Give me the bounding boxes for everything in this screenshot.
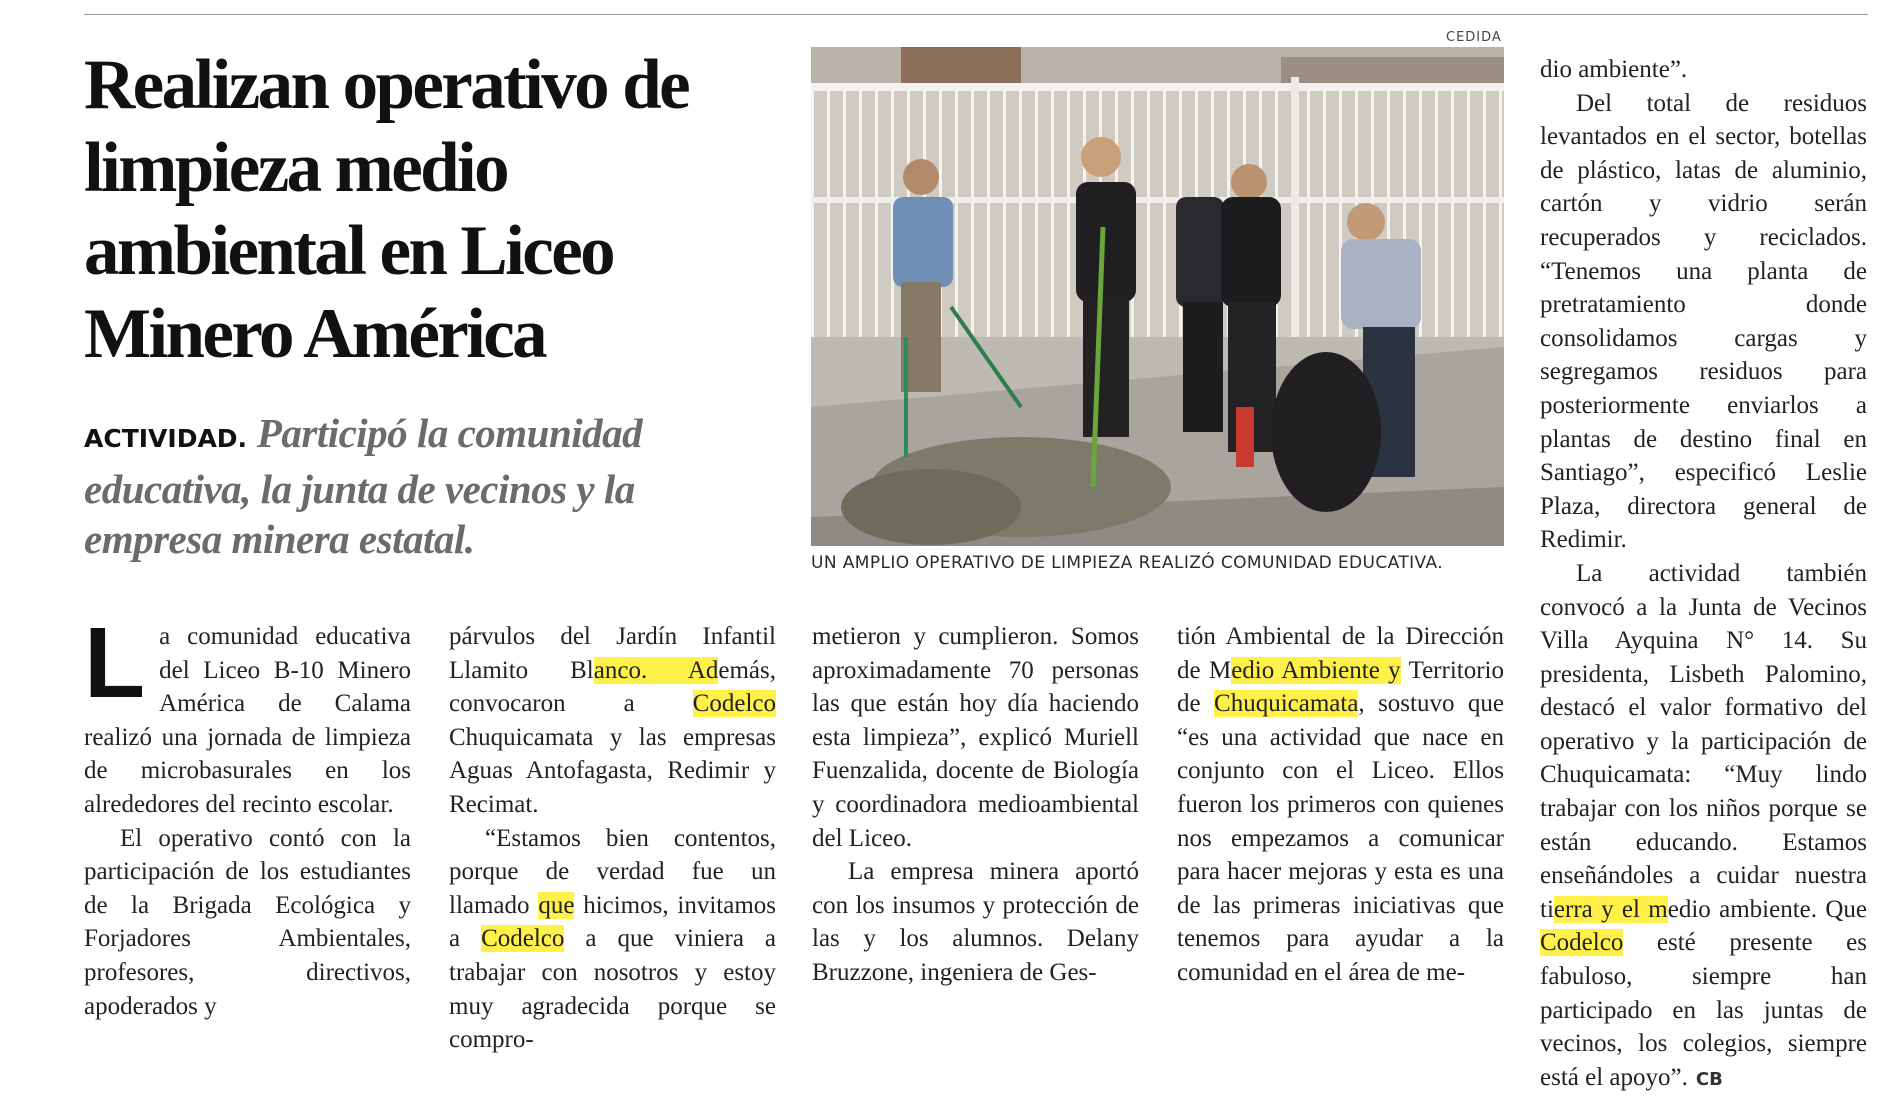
column-1 bbox=[84, 607, 411, 1023]
column-4 bbox=[1177, 620, 1504, 990]
paragraph bbox=[449, 620, 776, 822]
column-2 bbox=[449, 620, 776, 1057]
paragraph bbox=[84, 607, 411, 822]
drop-cap: L bbox=[84, 607, 146, 719]
paragraph: El operativo contó con la participación de los estudiantes de la Brigada Ecológica y Forjadores Ambientales, profesores, directivos, apoderados y bbox=[84, 824, 411, 1020]
paragraph bbox=[1540, 557, 1867, 1096]
deck bbox=[84, 408, 724, 564]
highlighted-text: Chuquicamata bbox=[1214, 690, 1359, 718]
deck-text: Participó la comunidad educativa, la junta de vecinos y la empresa minera estatal. bbox=[84, 410, 643, 562]
highlighted-text: que bbox=[538, 891, 575, 919]
text-run: edio ambiente. Que bbox=[1667, 895, 1867, 923]
headline: Realizan operativo de limpieza medio ambiental en Liceo Minero América bbox=[84, 46, 689, 373]
text-run: emás, convocaron a bbox=[449, 656, 776, 718]
highlighted-text: Codelco bbox=[692, 690, 776, 718]
highlighted-text: anco. Ad bbox=[593, 656, 719, 684]
photo-caption: UN AMPLIO OPERATIVO DE LIMPIEZA REALIZÓ COMUNIDAD EDUCATIVA. bbox=[811, 553, 1444, 573]
text-run: a que viniera a trabajar con nosotros y estoy muy agradecida porque se compro- bbox=[449, 925, 776, 1054]
paragraph: La empresa minera aportó con los insumos y protección de las y los alumnos. Delany Bruzzone, ingeniera de Ges- bbox=[812, 858, 1139, 986]
paragraph: metieron y cumplieron. Somos aproximadamente 70 personas las que están hoy día haciendo esta limpieza”, explicó Muriell Fuenzalida, docente de Biología y coordinadora medioambiental del Liceo. bbox=[812, 623, 1139, 852]
top-rule bbox=[84, 14, 1868, 15]
end-mark: CB bbox=[1695, 1068, 1723, 1090]
text-run: Chuquicamata y las empresas Aguas Antofagasta, Redimir y Recimat. bbox=[449, 723, 776, 818]
highlighted-text: Codelco bbox=[481, 925, 565, 953]
text-run: , sostuvo que “es una actividad que nace en conjunto con el Liceo. Ellos fueron los primeros con quienes nos empezamos a comunicar para hacer mejoras y esta es una de las primeras iniciativas que tenemos para ayudar a la comunidad en el área de me- bbox=[1177, 690, 1504, 986]
column-5 bbox=[1540, 53, 1867, 1096]
highlighted-text: erra y el m bbox=[1553, 895, 1668, 923]
paragraph-text: a comunidad educativa del Liceo B-10 Minero América de Calama realizó una jornada de limpieza de microbasurales en los alrededores del recinto escolar. bbox=[84, 623, 411, 818]
highlighted-text: edio Ambiente y bbox=[1231, 656, 1401, 684]
text-run: “Estamos bien contentos, porque de verdad fue un llamado bbox=[449, 824, 776, 919]
text-run: esté presente es fabuloso, siempre han participado en las juntas de vecinos, los colegios, siempre está el apoyo”. bbox=[1540, 929, 1867, 1091]
column-3 bbox=[812, 620, 1139, 990]
paragraph: Del total de residuos levantados en el sector, botellas de plástico, latas de aluminio, cartón y vidrio serán recuperados y reciclados. “Tenemos una planta de pretratamiento donde consolidamos cargas y segregamos residuos para posteriormente enviarlos a plantas de destino final en Santiago”, especificó Leslie Plaza, directora general de Redimir. bbox=[1540, 89, 1867, 554]
text-run: párvulos del Jardín Infantil Llamito Bl bbox=[449, 623, 776, 684]
paragraph bbox=[449, 822, 776, 1057]
article-photo bbox=[811, 47, 1504, 546]
paragraph bbox=[1177, 620, 1504, 990]
text-run: Territorio de bbox=[1177, 656, 1504, 718]
text-run: hicimos, invitamos a bbox=[449, 891, 776, 953]
kicker: ACTIVIDAD. bbox=[84, 424, 248, 453]
paragraph: dio ambiente”. bbox=[1540, 56, 1688, 83]
text-run: La actividad también convocó a la Junta de Vecinos Villa Ayquina N° 14. Su presidenta, Lisbeth Palomino, destacó el valor formativo del operativo y la participación de Chuquicamata: “Muy lindo trabajar con los niños porque se están educando. Estamos enseñándoles a cuidar nuestra ti bbox=[1540, 559, 1867, 923]
text-run: tión Ambiental de la Dirección de M bbox=[1177, 623, 1504, 684]
photo-credit: CEDIDA bbox=[1446, 30, 1502, 45]
highlighted-text: Codelco bbox=[1540, 929, 1624, 957]
